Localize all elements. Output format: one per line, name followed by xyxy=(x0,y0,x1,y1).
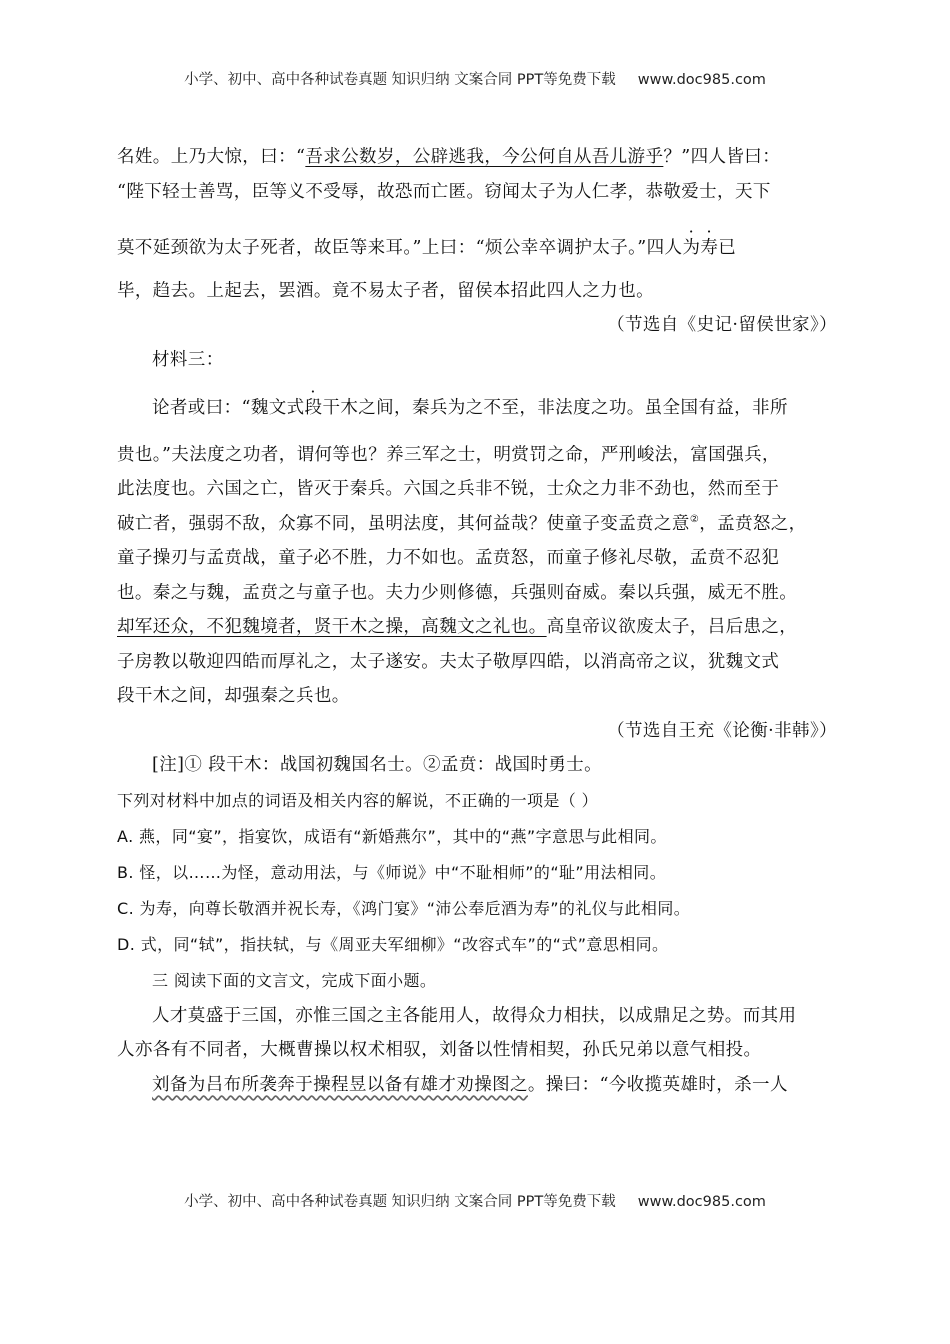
material3-line2: 贵也。”夫法度之功者，谓何等也？养三军之士，明赏罚之命，严刑峻法，富国强兵， xyxy=(117,444,780,465)
dotted-word: 式 xyxy=(286,398,305,418)
footnote: [注]① 段干木：战国初魏国名士。②孟贲：战国时勇士。 xyxy=(152,755,603,775)
material3-line9: 段干木之间，却强秦之兵也。 xyxy=(117,686,350,706)
option-a[interactable]: A. 燕，同“宴”，指宴饮，成语有“新婚燕尔”，其中的“燕”字意思与此相同。 xyxy=(117,826,667,846)
wavy-underlined-sentence: 刘备为吕布所袭奔于操程昱以备有雄才劝操图之 xyxy=(152,1074,528,1095)
material3-line1: 论者或曰：“魏文式段干木之间，秦兵为之不至，非法度之功。虽全国有益，非所 xyxy=(152,398,788,418)
material3-line8: 子房教以敬迎四皓而厚礼之，太子遂安。夫太子敬厚四皓，以消高帝之议，犹魏文式 xyxy=(117,651,780,672)
footer-site-link[interactable]: www.doc985.com xyxy=(637,1194,766,1210)
page-header xyxy=(0,68,950,89)
material2-source: （节选自《史记·留侯世家》） xyxy=(607,315,837,335)
option-c[interactable]: C. 为寿，向尊长敬酒并祝长寿，《鸿门宴》“沛公奉卮酒为寿”的礼仪与此相同。 xyxy=(117,898,691,918)
material3-line7: 却军还众，不犯魏境者，贤干木之操，高魏文之礼也。高皇帝议欲废太子，吕后患之， xyxy=(117,617,798,637)
option-d[interactable]: D. 式，同“轼”，指扶轼，与《周亚夫军细柳》“改容式车”的“式”意思相同。 xyxy=(117,934,669,954)
section3-line3: 刘备为吕布所袭奔于操程昱以备有雄才劝操图之。操曰：“今收揽英雄时，杀一人 xyxy=(152,1074,788,1095)
section3-line1: 人才莫盛于三国，亦惟三国之主各能用人，故得众力相扶，以成鼎足之势。而其用 xyxy=(152,1005,797,1026)
material3-source: （节选自王充《论衡·非韩》） xyxy=(607,720,837,741)
section3-line2: 人亦各有不同者，大概曹操以权术相驭，刘备以性情相契，孙氏兄弟以意气相投。 xyxy=(117,1040,762,1060)
dotted-word: 为 xyxy=(682,238,701,258)
option-b[interactable]: B. 怪，以……为怪，意动用法，与《师说》中“不耻相师”的“耻”用法相同。 xyxy=(117,862,667,882)
footer-text: 小学、初中、高中各种试卷真题 知识归纳 文案合同 PPT等免费下载 xyxy=(184,1194,616,1210)
material3-label: 材料三： xyxy=(152,349,224,370)
material3-line4: 破亡者，强弱不敌，众寡不同，虽明法度，其何益哉？使童子变孟贲之意②，孟贲怒之， xyxy=(117,513,807,534)
page-footer xyxy=(0,1190,950,1211)
underlined-sentence: 却军还众，不犯魏境者，贤干木之操，高魏文之礼也。 xyxy=(117,617,547,637)
question-stem: 下列对材料中加点的词语及相关内容的解说，不正确的一项是（ ） xyxy=(117,790,599,810)
material2-line4: 毕，趋去。上起去，罢酒。竟不易太子者，留侯本招此四人之力也。 xyxy=(117,280,654,301)
material3-line6: 也。秦之与魏，孟贲之与童子也。夫力少则修德，兵强则奋威。秦以兵强，威无不胜。 xyxy=(117,582,798,603)
material2-line1: 名姓。上乃大惊，曰：“吾求公数岁，公辟逃我，今公何自从吾儿游乎？”四人皆曰： xyxy=(117,147,781,167)
underlined-sentence: 吾求公数岁，公辟逃我，今公何自从吾儿游乎 xyxy=(305,147,664,167)
material3-line3: 此法度也。六国之亡，皆灭于秦兵。六国之兵非不锐，士众之力非不劲也，然而至于 xyxy=(117,479,780,499)
header-text: 小学、初中、高中各种试卷真题 知识归纳 文案合同 PPT等免费下载 xyxy=(184,72,616,88)
material2-line3: 莫不延颈欲为太子死者，故臣等来耳。”上曰：“烦公幸卒调护太子。”四人为寿已 xyxy=(117,238,737,258)
dotted-word: 寿 xyxy=(700,238,719,258)
section3-title: 三 阅读下面的文言文，完成下面小题。 xyxy=(152,970,437,990)
material2-line2: “陛下轻士善骂，臣等义不受辱，故恐而亡匿。窃闻太子为人仁孝，恭敬爱士，天下 xyxy=(117,181,771,202)
document-body xyxy=(117,140,839,1102)
material3-line5: 童子操刃与孟贲战，童子必不胜，力不如也。孟贲怒，而童子修礼尽敬，孟贲不忍犯 xyxy=(117,548,780,568)
header-site-link[interactable]: www.doc985.com xyxy=(637,72,766,88)
footnote-marker: ② xyxy=(689,513,700,525)
